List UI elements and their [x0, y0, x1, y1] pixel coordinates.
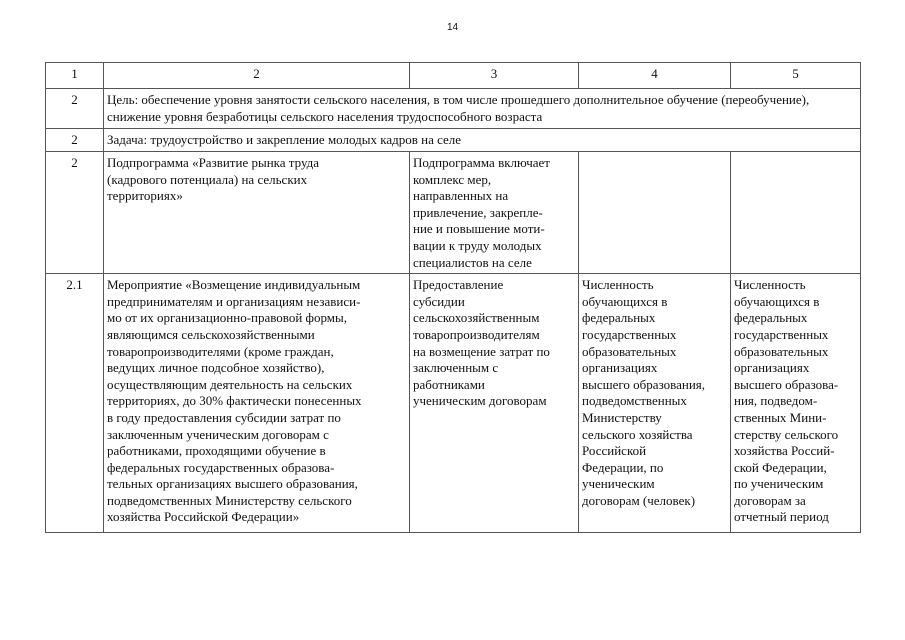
task-text: Задача: трудоустройство и закрепление молодых кадров на селе	[104, 129, 861, 152]
header-cell-4: 4	[579, 63, 731, 89]
table-row-task	[46, 129, 861, 152]
measure-indicator: Численность обучающихся в федеральных государственных образовательных организациях высшего образования, подведомственных Министерству сельского хозяйства Российской Федерации, по ученическим договорам (человек)	[582, 277, 706, 508]
table-header-row	[46, 63, 861, 89]
task-row-number: 2	[46, 129, 104, 152]
subprogram-row-number: 2	[46, 152, 104, 274]
subprogram-indicator-cell	[579, 152, 731, 274]
subprogram-indicator-period-cell	[731, 152, 861, 274]
page-number: 14	[446, 22, 459, 33]
measure-description: Предоставление субсидии сельскохозяйственным товаропроизводителям на возмещение затрат по заключенным с работниками ученическим договорам	[413, 277, 550, 409]
header-cell-5: 5	[731, 63, 861, 89]
measure-description-cell	[410, 274, 579, 533]
header-cell-3: 3	[410, 63, 579, 89]
subprogram-description: Подпрограмма включает комплекс мер, направленных на привлечение, закрепле- ние и повышение моти- вации к труду молодых специалистов на селе	[413, 155, 550, 270]
measure-title: Мероприятие «Возмещение индивидуальным предпринимателям и организациям независи- мо от их организационно-правовой формы, являющимся сельскохозяйственными товаропроизводителями (кроме граждан, ведущих личное подсобное хозяйство), осуществляющим деятельность на сельских территориях, до 30% фактически понесенных в году предоставления субсидии затрат по заключенным ученическим договорам с работниками, проходящими обучение в федеральных государственных образова- тельных организациях высшего образования, подведомственных Министерству сельского хозяйства Российской Федерации»	[107, 277, 362, 525]
table-row-goal	[46, 89, 861, 129]
measure-row-number: 2.1	[46, 274, 104, 533]
header-cell-2: 2	[104, 63, 410, 89]
subprogram-description-cell	[410, 152, 579, 274]
subprogram-title: Подпрограмма «Развитие рынка труда (кадрового потенциала) на сельских территориях»	[107, 155, 320, 204]
header-cell-1: 1	[46, 63, 104, 89]
table-row-subprogram	[46, 152, 861, 274]
table-row-measure	[46, 274, 861, 533]
measure-indicator-period: Численность обучающихся в федеральных государственных образовательных организациях высшего образова- ния, подведом- ственных Мини- стерству сельского хозяйства Россий- ской Федерации, по ученическим договорам за отчетный период	[734, 277, 839, 525]
subprogram-title-cell	[104, 152, 410, 274]
goal-row-number: 2	[46, 89, 104, 129]
program-table	[45, 62, 861, 533]
measure-indicator-cell	[579, 274, 731, 533]
goal-text: Цель: обеспечение уровня занятости сельского населения, в том числе прошедшего дополнительное обучение (переобучение), снижение уровня безработицы сельского населения трудоспособного возраста	[104, 89, 861, 129]
measure-indicator-period-cell	[731, 274, 861, 533]
measure-title-cell	[104, 274, 410, 533]
